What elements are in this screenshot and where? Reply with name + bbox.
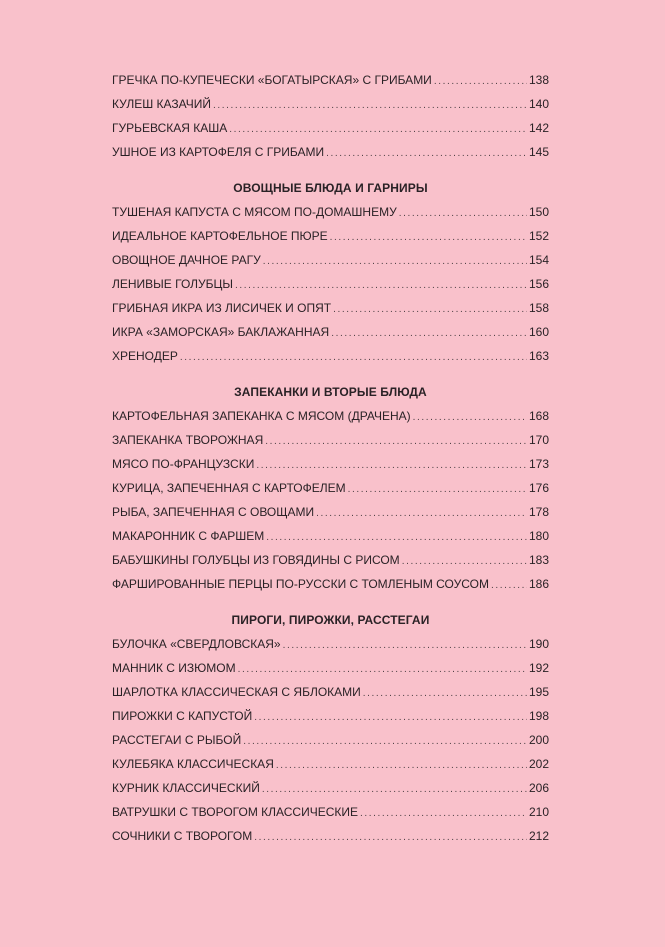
entry-page-number: 190	[528, 637, 549, 651]
entry-title: ИДЕАЛЬНОЕ КАРТОФЕЛЬНОЕ ПЮРЕ	[112, 229, 328, 243]
entry-page-number: 158	[528, 301, 549, 315]
dot-leader	[360, 802, 527, 826]
entry-title: ГРЕЧКА ПО-КУПЕЧЕСКИ «БОГАТЫРСКАЯ» С ГРИБАМИ	[112, 73, 432, 87]
toc-entry	[112, 752, 549, 776]
toc-entry	[112, 728, 549, 752]
entry-title: ЗАПЕКАНКА ТВОРОЖНАЯ	[112, 433, 264, 447]
dot-leader	[238, 658, 527, 682]
dot-leader	[413, 406, 527, 430]
entry-title: МЯСО ПО-ФРАНЦУЗСКИ	[112, 457, 255, 471]
toc-entry	[112, 116, 549, 140]
entry-page-number: 180	[528, 529, 549, 543]
dot-leader	[262, 778, 527, 802]
entry-page-number: 198	[528, 709, 549, 723]
toc-entry	[112, 296, 549, 320]
entry-page-number: 195	[528, 685, 549, 699]
entry-page-number: 176	[528, 481, 549, 495]
toc-entry	[112, 68, 549, 92]
toc-entry	[112, 572, 549, 596]
dot-leader	[180, 346, 527, 370]
dot-leader	[283, 634, 527, 658]
entry-page-number: 152	[528, 229, 549, 243]
entry-title: КУЛЕШ КАЗАЧИЙ	[112, 97, 211, 111]
entry-page-number: 160	[528, 325, 549, 339]
entry-title: КУЛЕБЯКА КЛАССИЧЕСКАЯ	[112, 757, 274, 771]
entry-page-number: 192	[528, 661, 549, 675]
entry-page-number: 163	[528, 349, 549, 363]
dot-leader	[229, 118, 527, 142]
entry-page-number: 150	[528, 205, 549, 219]
toc-entry	[112, 824, 549, 848]
dot-leader	[276, 754, 527, 778]
toc-entry	[112, 92, 549, 116]
toc-entry	[112, 632, 549, 656]
toc-entry	[112, 680, 549, 704]
entry-page-number: 202	[528, 757, 549, 771]
section-heading: ЗАПЕКАНКИ И ВТОРЫЕ БЛЮДА	[234, 385, 427, 399]
toc-entry	[112, 452, 549, 476]
dot-leader	[333, 298, 527, 322]
entry-title: УШНОЕ ИЗ КАРТОФЕЛЯ С ГРИБАМИ	[112, 145, 325, 159]
toc-section	[112, 176, 549, 368]
toc-entry	[112, 248, 549, 272]
toc-entry	[112, 344, 549, 368]
dot-leader	[434, 70, 527, 94]
entry-page-number: 145	[528, 145, 549, 159]
dot-leader	[402, 550, 527, 574]
toc-entry	[112, 200, 549, 224]
entry-title: ИКРА «ЗАМОРСКАЯ» БАКЛАЖАННАЯ	[112, 325, 330, 339]
toc-section	[112, 68, 549, 164]
entry-title: ОВОЩНОЕ ДАЧНОЕ РАГУ	[112, 253, 261, 267]
dot-leader	[363, 682, 527, 706]
table-of-contents	[112, 68, 549, 848]
entry-title: КАРТОФЕЛЬНАЯ ЗАПЕКАНКА С МЯСОМ (ДРАЧЕНА)	[112, 409, 411, 423]
toc-entry	[112, 776, 549, 800]
dot-leader	[256, 454, 527, 478]
entry-title: ТУШЕНАЯ КАПУСТА С МЯСОМ ПО-ДОМАШНЕМУ	[112, 205, 397, 219]
dot-leader	[326, 142, 527, 166]
entry-title: БАБУШКИНЫ ГОЛУБЦЫ ИЗ ГОВЯДИНЫ С РИСОМ	[112, 553, 400, 567]
toc-entry	[112, 524, 549, 548]
dot-leader	[265, 430, 527, 454]
toc-entry	[112, 656, 549, 680]
dot-leader	[263, 250, 527, 274]
toc-entry	[112, 272, 549, 296]
toc-entry	[112, 500, 549, 524]
entry-page-number: 168	[528, 409, 549, 423]
entry-title: МАКАРОННИК С ФАРШЕМ	[112, 529, 265, 543]
entry-title: ВАТРУШКИ С ТВОРОГОМ КЛАССИЧЕСКИЕ	[112, 805, 358, 819]
entry-title: КУРНИК КЛАССИЧЕСКИЙ	[112, 781, 260, 795]
dot-leader	[316, 502, 527, 526]
entry-title: МАННИК С ИЗЮМОМ	[112, 661, 236, 675]
entry-title: ШАРЛОТКА КЛАССИЧЕСКАЯ С ЯБЛОКАМИ	[112, 685, 361, 699]
entry-page-number: 142	[528, 121, 549, 135]
entry-title: СОЧНИКИ С ТВОРОГОМ	[112, 829, 253, 843]
entry-page-number: 183	[528, 553, 549, 567]
entry-page-number: 186	[528, 577, 549, 591]
entry-title: КУРИЦА, ЗАПЕЧЕННАЯ С КАРТОФЕЛЕМ	[112, 481, 346, 495]
toc-entry	[112, 140, 549, 164]
dot-leader	[243, 730, 527, 754]
toc-entry	[112, 548, 549, 572]
dot-leader	[254, 826, 527, 850]
dot-leader	[331, 322, 527, 346]
entry-page-number: 178	[528, 505, 549, 519]
dot-leader	[266, 526, 527, 550]
entry-title: РАССТЕГАИ С РЫБОЙ	[112, 733, 242, 747]
entry-page-number: 156	[528, 277, 549, 291]
entry-title: ГРИБНАЯ ИКРА ИЗ ЛИСИЧЕК И ОПЯТ	[112, 301, 332, 315]
dot-leader	[348, 478, 527, 502]
entry-title: ХРЕНОДЕР	[112, 349, 178, 363]
toc-entry	[112, 428, 549, 452]
toc-entry	[112, 320, 549, 344]
toc-section	[112, 608, 549, 848]
toc-entry	[112, 404, 549, 428]
entry-title: ЛЕНИВЫЕ ГОЛУБЦЫ	[112, 277, 234, 291]
dot-leader	[235, 274, 527, 298]
toc-entry	[112, 704, 549, 728]
dot-leader	[399, 202, 527, 226]
section-heading: ОВОЩНЫЕ БЛЮДА И ГАРНИРЫ	[233, 181, 428, 195]
entry-page-number: 138	[528, 73, 549, 87]
entry-title: ФАРШИРОВАННЫЕ ПЕРЦЫ ПО-РУССКИ С ТОМЛЕНЫМ СОУСОМ	[112, 577, 489, 591]
entry-page-number: 212	[528, 829, 549, 843]
toc-entry	[112, 476, 549, 500]
dot-leader	[254, 706, 527, 730]
toc-section	[112, 380, 549, 596]
dot-leader	[330, 226, 527, 250]
entry-title: ПИРОЖКИ С КАПУСТОЙ	[112, 709, 253, 723]
entry-page-number: 206	[528, 781, 549, 795]
entry-title: ГУРЬЕВСКАЯ КАША	[112, 121, 228, 135]
toc-entry	[112, 224, 549, 248]
toc-entry	[112, 800, 549, 824]
dot-leader	[491, 574, 527, 598]
section-heading: ПИРОГИ, ПИРОЖКИ, РАССТЕГАИ	[231, 613, 430, 627]
entry-page-number: 200	[528, 733, 549, 747]
entry-page-number: 173	[528, 457, 549, 471]
entry-page-number: 170	[528, 433, 549, 447]
entry-title: РЫБА, ЗАПЕЧЕННАЯ С ОВОЩАМИ	[112, 505, 315, 519]
entry-page-number: 154	[528, 253, 549, 267]
dot-leader	[213, 94, 527, 118]
entry-page-number: 140	[528, 97, 549, 111]
entry-title: БУЛОЧКА «СВЕРДЛОВСКАЯ»	[112, 637, 281, 651]
entry-page-number: 210	[528, 805, 549, 819]
